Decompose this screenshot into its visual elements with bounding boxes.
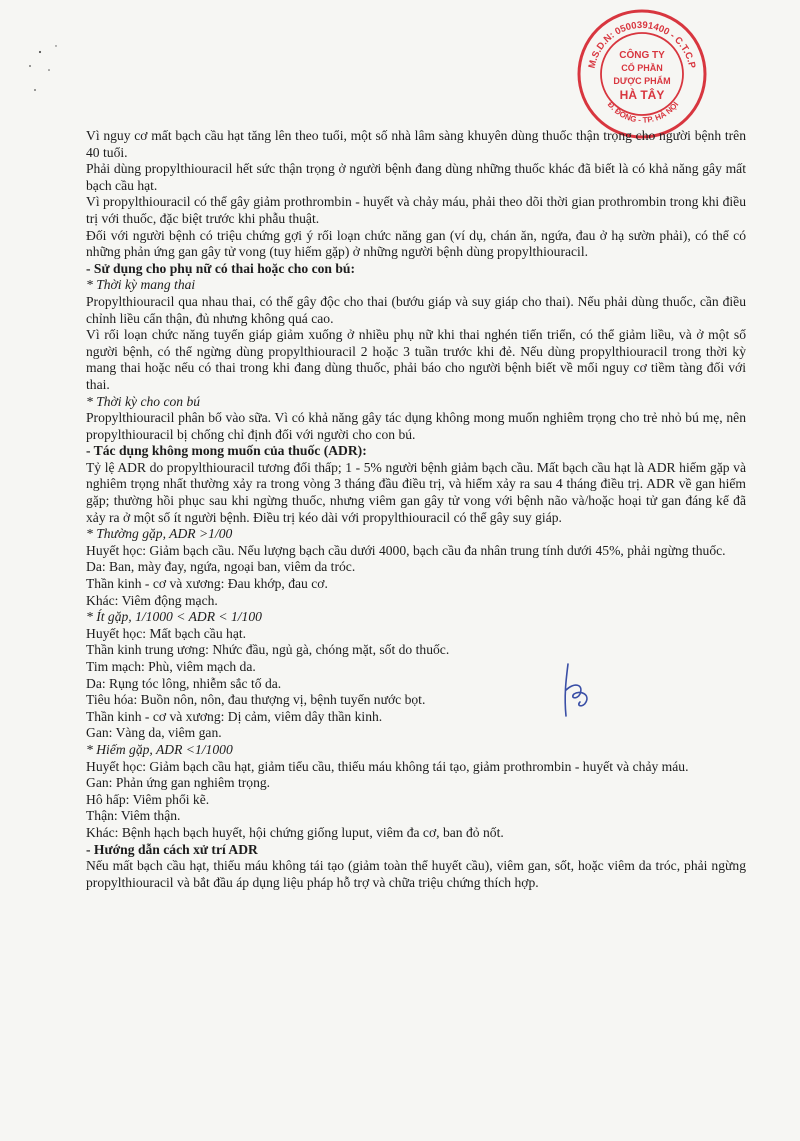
stamp-line-1: CÔNG TY (619, 50, 665, 61)
list-item: Da: Rụng tóc lông, nhiễm sắc tố da. (86, 675, 282, 691)
stamp-ring-text: M.S.D.N: 0500391400 - C.T.C.P (586, 19, 698, 70)
list-item: Khác: Viêm động mạch. (86, 592, 218, 608)
stamp-line-2: CỔ PHẦN (621, 63, 663, 73)
list-item: Da: Ban, mày đay, ngứa, ngoại ban, viêm da tróc. (86, 559, 356, 575)
list-item: Huyết học: Giảm bạch cầu. Nếu lượng bạch cầu dưới 4000, bạch cầu đa nhân trung tính dưới 45%, phải ngừng thuốc. (86, 542, 726, 558)
subheading-lactation: * Thời kỳ cho con bú (86, 393, 201, 409)
list-item: Gan: Vàng da, viêm gan. (86, 725, 222, 741)
stamp-line-4: HÀ TÂY (619, 88, 665, 102)
subheading-rare: * Hiếm gặp, ADR <1/1000 (86, 741, 233, 757)
subheading-pregnancy: * Thời kỳ mang thai (86, 277, 196, 293)
list-item: Gan: Phản ứng gan nghiêm trọng. (86, 775, 271, 791)
paragraph: Vì propylthiouracil có thể gây giảm prothrombin - huyết và chảy máu, phải theo dõi thời gian prothrombin trong khi điều trị với thuốc, đặc biệt trước khi phẫu thuật. (86, 194, 746, 226)
list-item: Khác: Bệnh hạch bạch huyết, hội chứng giống luput, viêm đa cơ, ban đỏ nốt. (86, 824, 504, 840)
scan-specks (0, 0, 80, 120)
list-item: Tim mạch: Phù, viêm mạch da. (86, 659, 256, 674)
document-body (86, 128, 746, 891)
subheading-uncommon: * Ít gặp, 1/1000 < ADR < 1/100 (86, 609, 262, 625)
list-item: Thần kinh - cơ và xương: Đau khớp, đau cơ. (86, 576, 328, 592)
paragraph: Phải dùng propylthiouracil hết sức thận trọng ở người bệnh đang dùng những thuốc khác đã biết là có khả năng gây mất bạch cầu hạt. (86, 161, 746, 193)
list-item: Huyết học: Mất bạch cầu hạt. (86, 625, 247, 641)
paragraph: Propylthiouracil phân bố vào sữa. Vì có khả năng gây tác dụng không mong muốn nghiêm trọng cho trẻ nhỏ bú mẹ, nên propylthiouracil bị chống chỉ định đối với người cho con bú. (86, 410, 746, 442)
paragraph: Đối với người bệnh có triệu chứng gợi ý rối loạn chức năng gan (ví dụ, chán ăn, ngứa, đau ở hạ sườn phải), có thể có những phản ứng gan gây tử vong (tuy hiếm gặp) ở những người bệnh dùng propylthiouracil. (86, 227, 746, 260)
list-item: Hô hấp: Viêm phổi kẽ. (86, 791, 210, 807)
paragraph: Propylthiouracil qua nhau thai, có thể gây độc cho thai (bướu giáp và suy giáp cho thai). Nếu phải dùng thuốc, cần điều chỉnh liều cẩn thận, đủ nhưng không quá cao. (86, 293, 746, 326)
stamp-line-3: DƯỢC PHẨM (613, 76, 671, 86)
list-item: Thần kinh trung ương: Nhức đầu, ngủ gà, chóng mặt, sốt do thuốc. (86, 642, 450, 658)
paragraph: Vì nguy cơ mất bạch cầu hạt tăng lên theo tuổi, một số nhà lâm sàng khuyên dùng thuốc thận trọng cho người bệnh trên 40 tuổi. (86, 128, 746, 160)
section-heading-management: - Hướng dẫn cách xử trí ADR (86, 841, 258, 857)
list-item: Huyết học: Giảm bạch cầu hạt, giảm tiểu cầu, thiếu máu không tái tạo, giảm prothrombin - huyết và chảy máu. (86, 758, 689, 774)
paragraph: Nếu mất bạch cầu hạt, thiếu máu không tái tạo (giảm toàn thể huyết cầu), viêm gan, sốt, hoặc viêm da tróc, phải ngừng propylthiouracil và bắt đầu áp dụng liệu pháp hỗ trợ và chữa triệu chứng thích hợp. (86, 858, 746, 890)
subheading-common: * Thường gặp, ADR >1/00 (86, 526, 233, 542)
company-stamp (574, 6, 710, 142)
paragraph: Vì rối loạn chức năng tuyến giáp giảm xuống ở nhiều phụ nữ khi thai nghén tiến triển, có thể giảm liều, và ở một số người bệnh, có thể ngừng dùng propylthiouracil 2 hoặc 3 tuần trước khi đẻ. Nếu dùng propylthiouracil trong thời kỳ mang thai hoặc nếu có thai trong khi đang dùng thuốc, phải báo cho người bệnh biết về mối nguy cơ tiềm tàng đối với thai. (86, 327, 746, 392)
stamp-ring-bottom: Đ. ĐÔNG - TP. HÀ NỘI (605, 100, 681, 125)
list-item: Tiêu hóa: Buồn nôn, nôn, đau thượng vị, bệnh tuyến nước bọt. (86, 692, 426, 708)
list-item: Thận: Viêm thận. (86, 808, 181, 824)
section-heading-pregnancy: - Sử dụng cho phụ nữ có thai hoặc cho con bú: (86, 260, 356, 276)
paragraph: Tỷ lệ ADR do propylthiouracil tương đối thấp; 1 - 5% người bệnh giảm bạch cầu. Mất bạch cầu hạt là ADR hiếm gặp và nghiêm trọng nhất thường xảy ra trong vòng 3 tháng đầu điều trị, và hiếm xảy ra sau 4 tháng điều trị. ADR về gan hiếm gặp; thường hồi phục sau khi ngừng thuốc, nhưng viêm gan gây tử vong với bệnh não và/hoặc hoại tử gan đáng kể đã xảy ra ở một số ít người bệnh. Điều trị kéo dài với propylthiouracil có thể gây suy giáp. (86, 459, 746, 525)
list-item: Thần kinh - cơ và xương: Dị cảm, viêm dây thần kinh. (86, 708, 383, 724)
section-heading-adr: - Tác dụng không mong muốn của thuốc (ADR): (86, 443, 367, 459)
